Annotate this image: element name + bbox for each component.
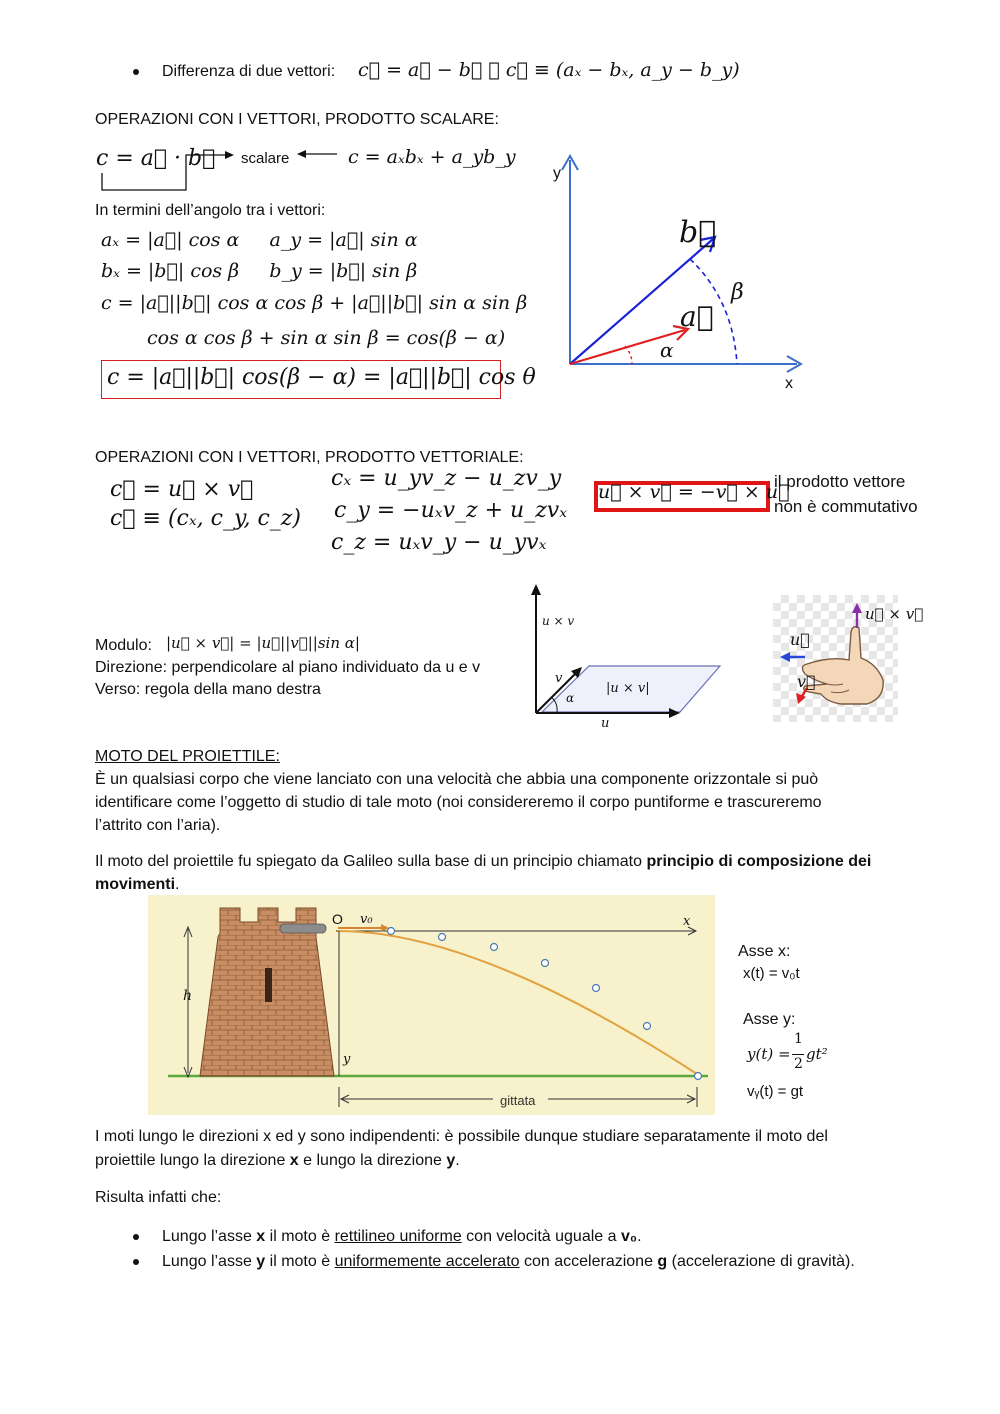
b1-text-e: con velocità uguale a	[461, 1228, 621, 1245]
galileo-text: Il moto del proiettile fu spiegato da Galileo sulla base di un principio chiamato	[95, 853, 647, 870]
eq-trig-identity: cos α cos β + sin α sin β = cos(β − α)	[147, 327, 506, 349]
diagram-x-label: x	[785, 375, 793, 392]
diff-formula: c⃗ = a⃗ − b⃗ ➔ c⃗ ≡ (aₓ − bₓ, a_y − b_y)	[358, 59, 740, 81]
period: .	[175, 876, 180, 893]
eq-a-components: aₓ = |a⃗| cos α a_y = |a⃗| sin α	[101, 229, 418, 251]
anticommutative-note-2: non è commutativo	[774, 497, 918, 516]
y-eq-num: 1	[794, 1031, 803, 1047]
cross-components: c⃗ ≡ (cₓ, c_y, c_z)	[110, 506, 301, 531]
b1-motion-type: rettilineo uniforme	[334, 1228, 462, 1245]
y-eq-den: 2	[794, 1056, 803, 1072]
b2-text-c: il moto è	[265, 1253, 335, 1270]
hand-v-label: v⃗	[797, 672, 816, 691]
cross-cx: cₓ = u_yv_z − u_zv_y	[331, 466, 562, 491]
indep-text-c: e lungo la direzione	[298, 1152, 447, 1169]
projectile-para-1-line-2: identificare come l’oggetto di studio di tale moto (noi considereremo il corpo puntiforme e trascureremo	[95, 794, 822, 811]
b1-text-c: il moto è	[265, 1228, 335, 1245]
y-eq-rhs: gt²	[806, 1045, 828, 1063]
modulo-formula: |u⃗ × v⃗| = |u⃗||v⃗||sin α|	[166, 634, 360, 652]
eq-dot-result: c = |a⃗||b⃗| cos(β − α) = |a⃗||b⃗| cos θ	[107, 365, 536, 390]
result-bullet-x	[162, 1226, 642, 1248]
b1-v0: v₀	[620, 1228, 638, 1245]
cross-cy: c_y = −uₓv_z + u_zvₓ	[334, 498, 568, 523]
tower-h-label: h	[183, 988, 193, 1004]
cross-cz: c_z = uₓv_y − u_yvₓ	[331, 530, 547, 555]
eq-c-expansion: c = |a⃗||b⃗| cos α cos β + |a⃗||b⃗| sin α sin β	[101, 292, 528, 314]
indep-x: x	[289, 1152, 299, 1169]
angle-intro: In termini dell’angolo tra i vettori:	[95, 202, 326, 219]
vector-angle-diagram	[545, 148, 805, 388]
asse-y-equation	[747, 1031, 837, 1079]
result-bullet-y	[162, 1251, 855, 1273]
asse-x-title: Asse x:	[738, 943, 791, 960]
asse-x-equation: x(t) = v₀t	[743, 965, 800, 982]
plane-u-label: u	[601, 716, 610, 731]
projectile-para-1-line-1: È un qualsiasi corpo che viene lanciato con una velocità che abbia una componente orizzontale si può	[95, 771, 819, 788]
tower-y-label: y	[343, 1052, 351, 1067]
scalare-label: scalare	[241, 150, 290, 167]
anticommutative-note-1: il prodotto vettore	[774, 472, 906, 491]
principle-bold-2: movimenti	[95, 876, 176, 893]
vector-b-label: b⃗	[679, 215, 717, 250]
cross-plane-diagram	[527, 582, 727, 732]
dot-heading: OPERAZIONI CON I VETTORI, PRODOTTO SCALARE:	[95, 111, 499, 128]
b2-text-e: con accelerazione	[519, 1253, 658, 1270]
indep-line-2	[95, 1150, 460, 1172]
tower-v0-label: v₀	[360, 912, 373, 927]
b2-text-a: Lungo l’asse	[162, 1253, 257, 1270]
y-eq-lhs: y(t) =	[747, 1045, 791, 1063]
projectile-para-2-line-2	[95, 874, 179, 896]
asse-y-title: Asse y:	[743, 1011, 796, 1028]
indep-y: y	[446, 1152, 456, 1169]
plane-uxv-label: u × v	[542, 614, 575, 628]
cross-def: c⃗ = u⃗ × v⃗	[110, 477, 254, 502]
dot-rhs: c = aₓbₓ + a_yb_y	[348, 146, 516, 168]
indep-line-1: I moti lungo le direzioni x ed y sono indipendenti: è possibile dunque studiare separatamente il moto del	[95, 1128, 828, 1145]
projectile-heading: MOTO DEL PROIETTILE:	[95, 748, 280, 765]
vy-equation: vᵧ(t) = gt	[747, 1083, 804, 1100]
bullet-dot	[133, 1234, 139, 1240]
direzione-text: Direzione: perpendicolare al piano individuato da u e v	[95, 659, 481, 676]
beta-label: β	[731, 280, 744, 305]
b1-period: .	[637, 1228, 642, 1245]
plane-alpha-label: α	[566, 691, 575, 705]
b1-axis: x	[256, 1228, 266, 1245]
principle-bold-1: principio di composizione dei	[646, 853, 872, 870]
anticommutative-formula: u⃗ × v⃗ = −v⃗ × u⃗	[598, 481, 790, 503]
b2-axis: y	[256, 1253, 266, 1270]
alpha-label: α	[660, 338, 674, 362]
bullet-dot	[133, 69, 139, 75]
dot-lhs: c = a⃗ · b⃗	[96, 146, 216, 171]
projectile-tower-illustration	[148, 895, 715, 1115]
y-eq-fraction-bar	[792, 1054, 804, 1055]
b1-text-a: Lungo l’asse	[162, 1228, 257, 1245]
b2-g: g	[657, 1253, 668, 1270]
b2-motion-type: uniformemente accelerato	[334, 1253, 520, 1270]
gittata-label: gittata	[500, 1093, 536, 1108]
result-intro: Risulta infatti che:	[95, 1189, 222, 1206]
hand-u-label: u⃗	[790, 630, 810, 649]
cross-heading: OPERAZIONI CON I VETTORI, PRODOTTO VETTORIALE:	[95, 449, 524, 466]
modulo-label: Modulo:	[95, 637, 152, 654]
tower-x-label: x	[683, 914, 691, 929]
plane-mod-label: |u × v|	[606, 681, 650, 696]
projectile-para-1-line-3: l’attrito con l’aria).	[95, 817, 221, 834]
diagram-y-label: y	[553, 165, 561, 182]
diff-label: Differenza di due vettori:	[162, 63, 336, 80]
indep-period: .	[455, 1152, 460, 1169]
bullet-dot	[133, 1259, 139, 1265]
eq-b-components: bₓ = |b⃗| cos β b_y = |b⃗| sin β	[101, 260, 418, 282]
plane-v-label: v	[555, 671, 563, 686]
tower-origin-label: O	[332, 911, 343, 927]
b2-text-g: (accelerazione di gravità).	[667, 1253, 855, 1270]
vector-a-label: a⃗	[680, 300, 714, 333]
projectile-para-2-line-1	[95, 851, 871, 873]
verso-text: Verso: regola della mano destra	[95, 681, 321, 698]
hand-uxv-label: u⃗ × v⃗	[865, 605, 924, 623]
indep-text-a: proiettile lungo la direzione	[95, 1152, 290, 1169]
